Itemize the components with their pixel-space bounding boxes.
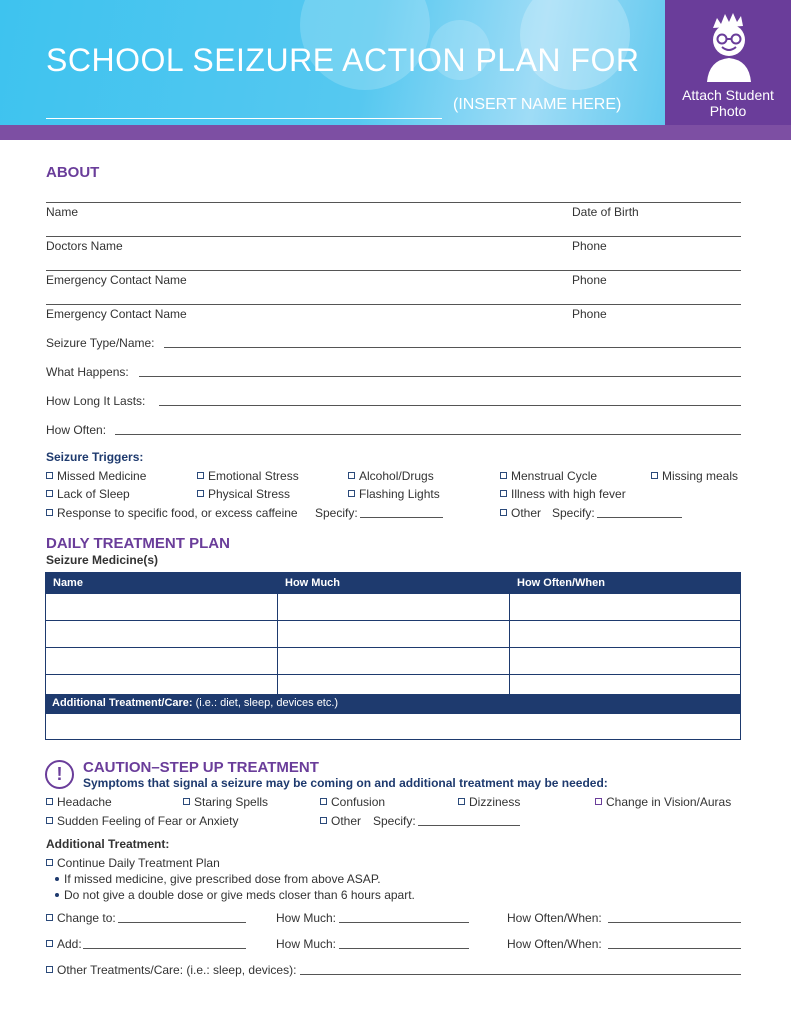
table-row — [46, 621, 741, 648]
checkbox[interactable] — [651, 472, 658, 479]
change-to-option[interactable] — [46, 911, 116, 925]
other-treatments-option[interactable] — [46, 963, 296, 977]
add-how-much-field[interactable] — [339, 948, 469, 949]
name-field-line[interactable] — [46, 202, 741, 203]
student-name-hint: (INSERT NAME HERE) — [453, 96, 622, 113]
symptom-other[interactable] — [320, 814, 361, 828]
emergency2-label: Emergency Contact Name — [46, 307, 187, 321]
symptom-staring[interactable] — [183, 795, 268, 809]
trigger-emotional-stress[interactable] — [197, 469, 299, 483]
trigger-other-specify-label: Specify: — [552, 506, 595, 520]
bullet-missed-medicine — [55, 872, 381, 886]
option-label: Staring Spells — [194, 795, 269, 809]
emergency1-label: Emergency Contact Name — [46, 273, 187, 287]
table-cell[interactable] — [510, 648, 741, 675]
symptom-headache[interactable] — [46, 795, 112, 809]
trigger-missing-meals[interactable] — [651, 469, 738, 483]
other-treatments-field[interactable] — [300, 974, 741, 975]
option-label: Missed Medicine — [57, 469, 147, 483]
checkbox[interactable] — [46, 472, 53, 479]
table-row — [46, 648, 741, 675]
add-how-much-label: How Much: — [276, 937, 337, 951]
photo-label-line1: Attach Student — [682, 87, 774, 103]
col-how-much-header: How Much — [278, 573, 510, 594]
change-how-much-label: How Much: — [276, 911, 337, 925]
checkbox[interactable] — [46, 966, 53, 973]
checkbox[interactable] — [320, 798, 327, 805]
table-cell[interactable] — [278, 594, 510, 621]
checkbox[interactable] — [46, 509, 53, 516]
checkbox[interactable] — [595, 798, 602, 805]
symptom-fear[interactable] — [46, 814, 238, 828]
bullet-dot-icon — [55, 893, 59, 897]
caution-exclamation-icon: ! — [45, 760, 74, 789]
checkbox[interactable] — [458, 798, 465, 805]
checkbox[interactable] — [46, 859, 53, 866]
option-label: Emotional Stress — [208, 469, 299, 483]
additional-care-header — [45, 694, 741, 714]
change-how-often-field[interactable] — [608, 922, 741, 923]
trigger-specify-field[interactable] — [360, 517, 443, 518]
trigger-illness[interactable] — [500, 487, 626, 501]
symptom-specify-label: Specify: — [373, 814, 416, 828]
caution-subtitle: Symptoms that signal a seizure may be coming on and additional treatment may be needed: — [83, 776, 608, 790]
option-label: Response to specific food, or excess caffeine — [57, 506, 298, 520]
checkbox[interactable] — [197, 490, 204, 497]
checkbox[interactable] — [500, 472, 507, 479]
option-label: Lack of Sleep — [57, 487, 130, 501]
medicine-subtitle: Seizure Medicine(s) — [46, 553, 159, 567]
checkbox[interactable] — [46, 914, 53, 921]
option-label: Dizziness — [469, 795, 521, 809]
checkbox[interactable] — [46, 798, 53, 805]
change-how-often-label: How Often/When: — [507, 911, 602, 925]
dob-label: Date of Birth — [572, 205, 639, 219]
continue-plan-option[interactable] — [46, 856, 220, 870]
how-often-label: How Often: — [46, 423, 107, 437]
trigger-missed-medicine[interactable] — [46, 469, 146, 483]
bullet-double-dose — [55, 888, 415, 902]
additional-care-field[interactable] — [45, 714, 741, 740]
header-divider-bar — [0, 125, 791, 140]
table-cell[interactable] — [278, 648, 510, 675]
header-banner — [0, 0, 665, 125]
table-cell[interactable] — [510, 621, 741, 648]
bullet-text: Do not give a double dose or give meds closer than 6 hours apart. — [64, 888, 415, 902]
trigger-other-specify-field[interactable] — [597, 517, 682, 518]
add-field[interactable] — [83, 948, 246, 949]
option-label: Other — [511, 506, 542, 520]
option-label: Other Treatments/Care: (i.e.: sleep, devices): — [57, 963, 297, 977]
table-row — [46, 594, 741, 621]
page-title: SCHOOL SEIZURE ACTION PLAN FOR — [46, 42, 640, 78]
checkbox[interactable] — [348, 490, 355, 497]
table-header-row — [46, 573, 741, 594]
trigger-response-food[interactable] — [46, 506, 298, 520]
option-label: Confusion — [331, 795, 386, 809]
additional-care-label: Additional Treatment/Care: — [52, 697, 193, 709]
table-cell[interactable] — [510, 594, 741, 621]
daily-plan-title: DAILY TREATMENT PLAN — [46, 535, 230, 552]
how-often-field[interactable] — [115, 434, 741, 435]
trigger-flashing-lights[interactable] — [348, 487, 440, 501]
trigger-menstrual-cycle[interactable] — [500, 469, 597, 483]
option-label: Physical Stress — [208, 487, 291, 501]
emergency1-phone-label: Phone — [572, 273, 607, 287]
additional-care-hint: (i.e.: diet, sleep, devices etc.) — [192, 697, 339, 709]
checkbox[interactable] — [46, 940, 53, 947]
add-how-often-field[interactable] — [608, 948, 741, 949]
trigger-other[interactable] — [500, 506, 541, 520]
change-how-much-field[interactable] — [339, 922, 469, 923]
option-label: Sudden Feeling of Fear or Anxiety — [57, 814, 239, 828]
checkbox[interactable] — [500, 509, 507, 516]
option-label: Menstrual Cycle — [511, 469, 598, 483]
option-label: Change to: — [57, 911, 116, 925]
student-name-line[interactable] — [46, 118, 442, 119]
emergency2-field-line[interactable] — [46, 304, 741, 305]
add-option[interactable] — [46, 937, 82, 951]
col-name-header: Name — [46, 573, 278, 594]
checkbox[interactable] — [500, 490, 507, 497]
checkbox[interactable] — [197, 472, 204, 479]
what-happens-label: What Happens: — [46, 365, 129, 379]
symptom-vision[interactable] — [595, 795, 731, 809]
doctor-field-line[interactable] — [46, 236, 741, 237]
option-label: Missing meals — [662, 469, 739, 483]
symptom-specify-field[interactable] — [418, 825, 520, 826]
medicine-table — [45, 572, 741, 702]
table-cell[interactable] — [46, 648, 278, 675]
student-photo-box[interactable] — [665, 0, 791, 125]
seizure-type-field[interactable] — [164, 347, 741, 348]
student-avatar-icon — [703, 10, 755, 82]
checkbox[interactable] — [348, 472, 355, 479]
seizure-type-label: Seizure Type/Name: — [46, 336, 155, 350]
photo-label — [665, 87, 791, 119]
checkbox[interactable] — [46, 490, 53, 497]
col-how-often-header: How Often/When — [510, 573, 741, 594]
symptom-confusion[interactable] — [320, 795, 385, 809]
option-label: Headache — [57, 795, 112, 809]
caution-title: CAUTION–STEP UP TREATMENT — [83, 759, 319, 776]
trigger-alcohol-drugs[interactable] — [348, 469, 434, 483]
symptom-dizziness[interactable] — [458, 795, 520, 809]
bullet-text: If missed medicine, give prescribed dose from above ASAP. — [64, 872, 381, 886]
name-label: Name — [46, 205, 79, 219]
trigger-specify-label: Specify: — [315, 506, 358, 520]
doctor-label: Doctors Name — [46, 239, 123, 253]
option-label: Add: — [57, 937, 82, 951]
bullet-dot-icon — [55, 877, 59, 881]
how-long-field[interactable] — [159, 405, 741, 406]
checkbox[interactable] — [183, 798, 190, 805]
option-label: Continue Daily Treatment Plan — [57, 856, 220, 870]
table-cell[interactable] — [278, 621, 510, 648]
triggers-title: Seizure Triggers: — [46, 450, 144, 464]
about-section-title: ABOUT — [46, 164, 100, 181]
change-to-field[interactable] — [118, 922, 246, 923]
option-label: Change in Vision/Auras — [606, 795, 732, 809]
checkbox[interactable] — [46, 817, 53, 824]
table-cell[interactable] — [46, 621, 278, 648]
table-cell[interactable] — [46, 594, 278, 621]
doctor-phone-label: Phone — [572, 239, 607, 253]
add-how-often-label: How Often/When: — [507, 937, 602, 951]
option-label: Illness with high fever — [511, 487, 626, 501]
trigger-physical-stress[interactable] — [197, 487, 290, 501]
what-happens-field[interactable] — [139, 376, 741, 377]
emergency2-phone-label: Phone — [572, 307, 607, 321]
photo-label-line2: Photo — [709, 103, 747, 119]
option-label: Other — [331, 814, 362, 828]
trigger-lack-of-sleep[interactable] — [46, 487, 130, 501]
additional-treatment-title: Additional Treatment: — [46, 837, 170, 851]
checkbox[interactable] — [320, 817, 327, 824]
option-label: Flashing Lights — [359, 487, 440, 501]
option-label: Alcohol/Drugs — [359, 469, 434, 483]
emergency1-field-line[interactable] — [46, 270, 741, 271]
how-long-label: How Long It Lasts: — [46, 394, 146, 408]
